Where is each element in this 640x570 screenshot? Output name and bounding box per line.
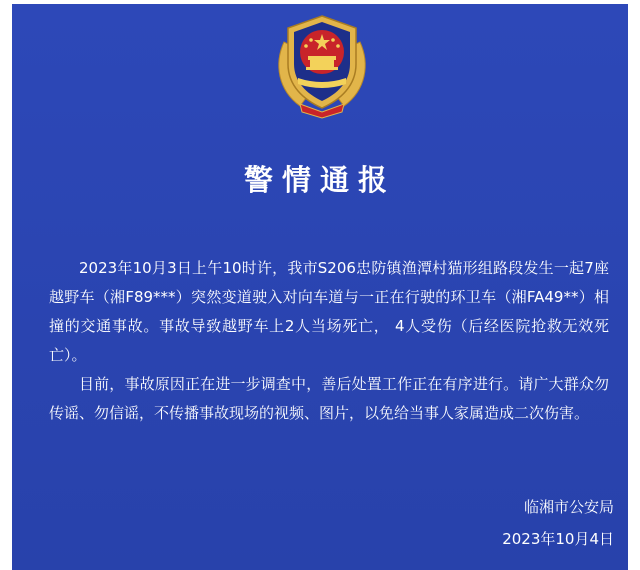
notice-paragraph-1: 2023年10月3日上午10时许，我市S206忠防镇渔潭村猫形组路段发生一起7座越野车（湘F89***）突然变道驶入对向车道与一正在行驶的环卫车（湘FA49**）相撞的交通事故。事故导致越野车上2人当场死亡， 4人受伤（后经医院抢救无效死亡）。 xyxy=(49,259,609,364)
notice-paragraph-2: 目前，事故原因正在进一步调查中，善后处置工作正在有序进行。请广大群众勿传谣、勿信谣，不传播事故现场的视频、图片，以免给当事人家属造成二次伤害。 xyxy=(49,375,609,422)
notice-body xyxy=(49,254,609,428)
issuing-authority: 临湘市公安局 xyxy=(523,498,614,516)
notice-page xyxy=(12,4,628,570)
notice-title: 警情通报 xyxy=(243,163,396,197)
police-emblem-icon xyxy=(270,12,374,120)
issue-date: 2023年10月4日 xyxy=(502,530,614,548)
